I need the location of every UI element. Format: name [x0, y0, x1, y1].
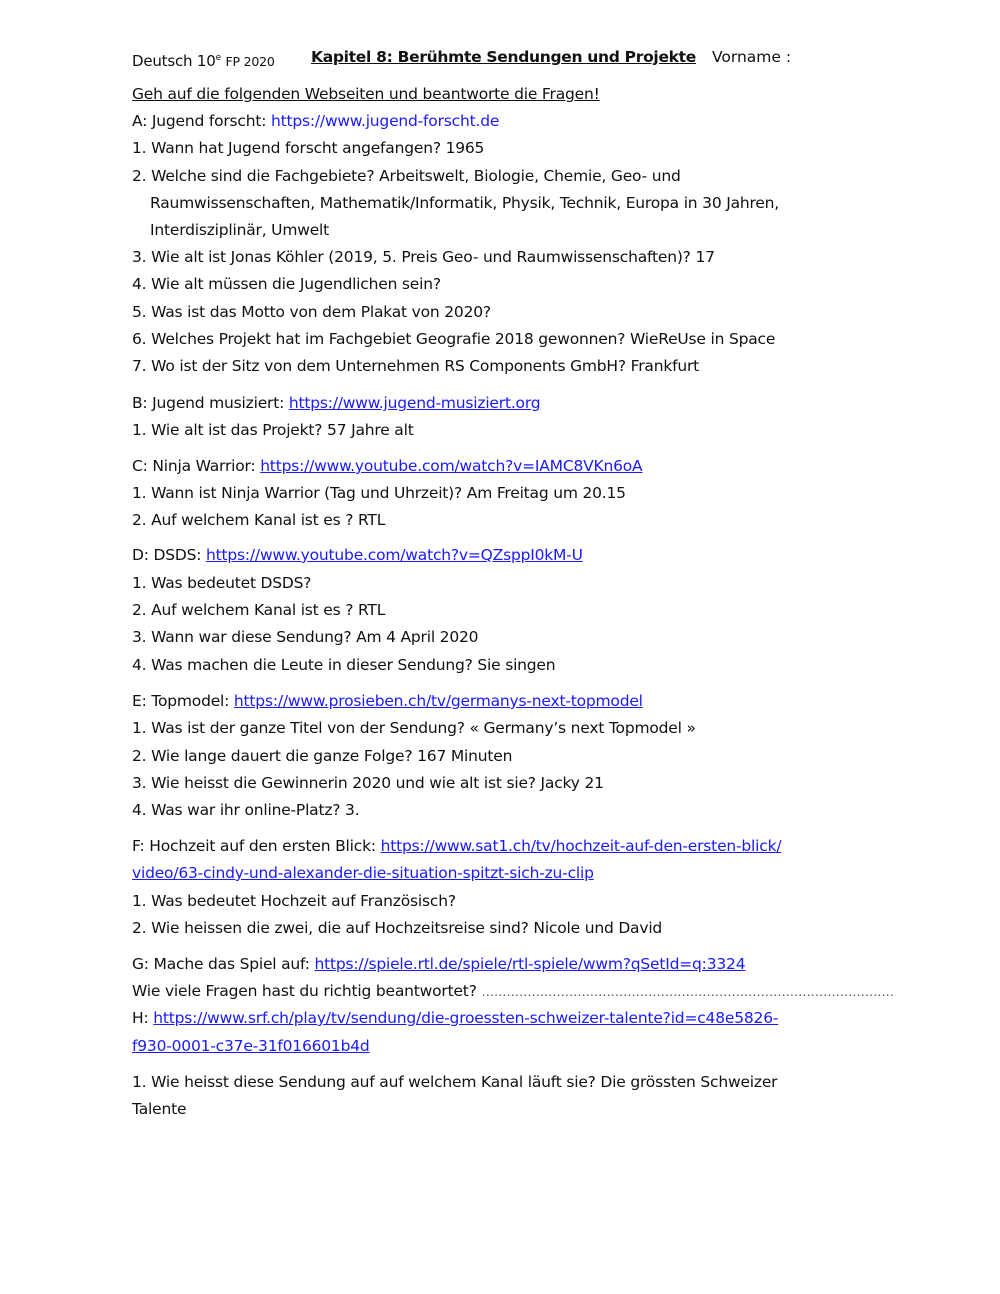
- section-b-heading: [132, 393, 540, 413]
- section-b-label: B: Jugend musiziert:: [132, 394, 289, 412]
- section-f-label: F: Hochzeit auf den ersten Blick:: [132, 837, 381, 855]
- question: 1. Wie alt ist das Projekt? 57 Jahre alt: [132, 421, 414, 439]
- question: 2. Wie heissen die zwei, die auf Hochzeitsreise sind? Nicole und David: [132, 919, 663, 937]
- section-b-link[interactable]: https://www.jugend-musiziert.org: [288, 394, 541, 412]
- section-f-link[interactable]: https://www.sat1.ch/tv/hochzeit-auf-den-ersten-blick/: [380, 837, 782, 855]
- section-a-label: A: Jugend forscht:: [132, 112, 271, 130]
- question: 4. Was war ihr online-Platz? 3.: [132, 801, 360, 819]
- question: 1. Was ist der ganze Titel von der Sendung? « Germany’s next Topmodel »: [132, 719, 696, 737]
- question: 1. Was bedeutet Hochzeit auf Französisch?: [132, 892, 456, 910]
- question: 5. Was ist das Motto von dem Plakat von 2020?: [132, 303, 491, 321]
- section-g-label: G: Mache das Spiel auf:: [132, 955, 315, 973]
- section-d-heading: [132, 545, 583, 565]
- question: 2. Auf welchem Kanal ist es ? RTL: [132, 511, 386, 529]
- section-e-heading: [132, 691, 643, 711]
- section-h-link[interactable]: https://www.srf.ch/play/tv/sendung/die-groessten-schweizer-talente?id=c48e5826-: [153, 1009, 779, 1027]
- question: 1. Was bedeutet DSDS?: [132, 574, 312, 592]
- section-c-label: C: Ninja Warrior:: [132, 457, 261, 475]
- question-continuation: Interdisziplinär, Umwelt: [150, 221, 330, 239]
- question: 6. Welches Projekt hat im Fachgebiet Geografie 2018 gewonnen? WieReUse in Space: [132, 330, 776, 348]
- section-h-link-part2[interactable]: f930-0001-c37e-31f016601b4d: [132, 1037, 370, 1055]
- question: 7. Wo ist der Sitz von dem Unternehmen RS Components GmbH? Frankfurt: [132, 357, 700, 375]
- question: 3. Wie heisst die Gewinnerin 2020 und wie alt ist sie? Jacky 21: [132, 774, 604, 792]
- question-continuation: Raumwissenschaften, Mathematik/Informatik, Physik, Technik, Europa in 30 Jahren,: [150, 194, 780, 212]
- section-g-heading: [132, 954, 745, 974]
- section-h-heading: [132, 1008, 778, 1028]
- question: [132, 981, 894, 1002]
- course-superscript: e: [215, 53, 221, 63]
- question: 1. Wann hat Jugend forscht angefangen? 1965: [132, 139, 485, 157]
- course-header: [132, 48, 275, 72]
- section-h-label: H:: [132, 1009, 154, 1027]
- answer-blank[interactable]: ………………………………………………………………………………………: [481, 984, 894, 999]
- section-c-link[interactable]: https://www.youtube.com/watch?v=IAMC8VKn6oA: [260, 457, 643, 475]
- section-e-label: E: Topmodel:: [132, 692, 234, 710]
- section-h-link-continuation: [132, 1036, 370, 1056]
- vorname-label: Vorname :: [712, 48, 792, 66]
- question: 1. Wie heisst diese Sendung auf auf welchem Kanal läuft sie? Die grössten Schweizer: [132, 1073, 778, 1091]
- question: 4. Wie alt müssen die Jugendlichen sein?: [132, 275, 441, 293]
- question-text: Wie viele Fragen hast du richtig beantwortet?: [132, 982, 482, 1000]
- section-g-link[interactable]: https://spiele.rtl.de/spiele/rtl-spiele/wwm?qSetId=q:3324: [314, 955, 746, 973]
- question: 3. Wann war diese Sendung? Am 4 April 2020: [132, 628, 479, 646]
- question: 4. Was machen die Leute in dieser Sendung? Sie singen: [132, 656, 556, 674]
- question: 2. Welche sind die Fachgebiete? Arbeitswelt, Biologie, Chemie, Geo- und: [132, 167, 681, 185]
- question: 2. Auf welchem Kanal ist es ? RTL: [132, 601, 386, 619]
- course-suffix: FP 2020: [225, 54, 275, 69]
- question-continuation: Talente: [132, 1100, 187, 1118]
- section-d-label: D: DSDS:: [132, 546, 206, 564]
- section-c-heading: [132, 456, 642, 476]
- section-f-link-continuation: [132, 863, 594, 883]
- section-d-link[interactable]: https://www.youtube.com/watch?v=QZsppI0kM-U: [205, 546, 583, 564]
- section-e-link[interactable]: https://www.prosieben.ch/tv/germanys-next-topmodel: [233, 692, 643, 710]
- page-title: Kapitel 8: Berühmte Sendungen und Projekte: [311, 48, 696, 66]
- section-f-link-part2[interactable]: video/63-cindy-und-alexander-die-situation-spitzt-sich-zu-clip: [132, 864, 594, 882]
- question: 1. Wann ist Ninja Warrior (Tag und Uhrzeit)? Am Freitag um 20.15: [132, 484, 626, 502]
- instruction: Geh auf die folgenden Webseiten und beantworte die Fragen!: [132, 85, 600, 103]
- section-a-heading: [132, 111, 499, 131]
- course-name: Deutsch 10: [132, 52, 216, 70]
- question: 3. Wie alt ist Jonas Köhler (2019, 5. Preis Geo- und Raumwissenschaften)? 17: [132, 248, 715, 266]
- question: 2. Wie lange dauert die ganze Folge? 167 Minuten: [132, 747, 513, 765]
- section-f-heading: [132, 836, 781, 856]
- section-a-link[interactable]: https://www.jugend-forscht.de: [271, 112, 500, 130]
